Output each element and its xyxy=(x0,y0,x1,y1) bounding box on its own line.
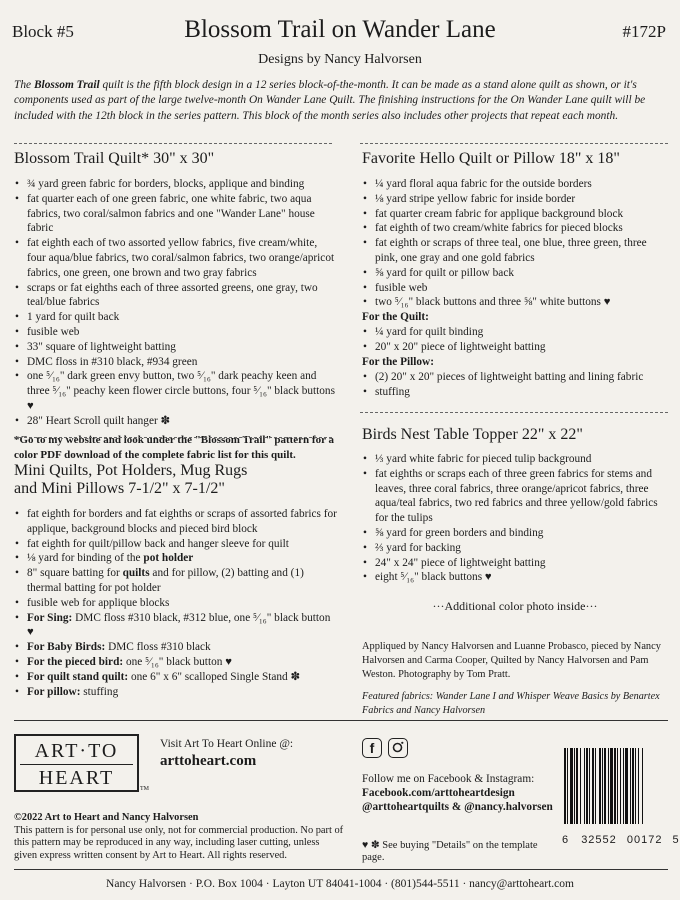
blossom-list xyxy=(14,177,336,429)
barcode-digits: 00172 xyxy=(626,834,663,846)
list-item: • ¼ yard for quilt binding xyxy=(362,325,668,340)
item-bold: For quilt stand quilt: xyxy=(27,670,129,683)
hello-title: Favorite Hello Quilt or Pillow 18" x 18" xyxy=(362,150,620,167)
list-item: • fat eighth of two cream/white fabrics for pieced blocks xyxy=(362,221,668,236)
list-item: • fusible web xyxy=(362,281,668,296)
logo-rule xyxy=(20,764,133,765)
list-item: • (2) 20" x 20" pieces of lightweight batting and lining fabric xyxy=(362,370,668,385)
list-item xyxy=(14,655,339,670)
item-text: one ⁵⁄₁₆" black button ♥ xyxy=(123,655,232,668)
blossom-section xyxy=(14,150,336,463)
barcode xyxy=(562,748,670,824)
list-item xyxy=(14,537,339,552)
hello-section xyxy=(362,150,668,399)
barcode-bar xyxy=(564,748,566,824)
item-bold: For pillow: xyxy=(27,685,81,698)
item-text: stuffing xyxy=(80,685,119,698)
item-text: DMC floss #310 black xyxy=(105,641,211,654)
barcode-digit: 6 xyxy=(562,834,570,846)
facebook-link[interactable]: Facebook.com/arttoheartdesign xyxy=(362,787,515,799)
pattern-number: #172P xyxy=(622,22,666,41)
copyright-text: This pattern is for personal use only, not for commercial production. No part of this pattern may be reproduced in any way, including laser cutting, unless given express written consent by Art to Heart. All rights reserved. xyxy=(14,824,344,861)
divider xyxy=(360,143,668,144)
list-item xyxy=(14,685,339,700)
barcode-bar xyxy=(602,748,603,824)
mini-title-line1: Mini Quilts, Pot Holders, Mug Rugs xyxy=(14,462,248,479)
birds-section xyxy=(362,426,668,585)
birds-title: Birds Nest Table Topper 22" x 22" xyxy=(362,426,583,443)
more-photo-note: ···Additional color photo inside··· xyxy=(432,599,598,613)
blossom-title: Blossom Trail Quilt* 30" x 30" xyxy=(14,150,215,167)
list-item: • 1 yard for quilt back xyxy=(14,310,336,325)
instagram-glyph xyxy=(389,739,407,757)
hello-quilt-list xyxy=(362,325,668,355)
item-pre: ⅛ yard for binding of the xyxy=(27,552,144,565)
list-item: • 24" x 24" piece of lightweight batting xyxy=(362,556,668,571)
barcode-bar xyxy=(574,748,575,824)
barcode-bar xyxy=(623,748,624,824)
item-text: and for pillow, (2) batting and (1) thermal batting for pot holder xyxy=(27,567,304,594)
list-item: • 28" Heart Scroll quilt hanger ✽ xyxy=(14,414,336,429)
instagram-link[interactable]: @arttoheartquilts & @nancy.halvorsen xyxy=(362,801,553,813)
divider xyxy=(360,412,668,413)
list-item: • 33" square of lightweight batting xyxy=(14,340,336,355)
list-item: • one ⁵⁄₁₆" dark green envy button, two ⁵⁄₁₆" dark peachy keen and three ⁵⁄₁₆" peachy keen flower circle buttons, four ⁵⁄₁₆" black buttons ♥ xyxy=(14,369,336,413)
intro-text: quilt is the fifth block design in a 12 series block-of-the-month. It can be made as a stand alone quilt as shown, or it's components used as part of the large twelve-month On Wander Lane Quilt. The finishing instructions for the On Wander Lane quilt will be included with the 12th block in the series pattern. This block of the month series also includes other projects that repeat each month. xyxy=(14,79,646,122)
birds-list xyxy=(362,452,668,585)
page-title: Blossom Trail on Wander Lane xyxy=(184,16,496,43)
intro-paragraph xyxy=(14,78,666,124)
mini-section xyxy=(14,462,339,699)
mini-list xyxy=(14,507,339,699)
copyright-line: ©2022 Art to Heart and Nancy Halvorsen xyxy=(14,812,199,823)
featured-fabrics: Featured fabrics: Wander Lane I and Whisper Weave Basics by Benartex Fabrics and Nancy Halvorsen xyxy=(362,691,660,716)
barcode-bar xyxy=(608,748,609,824)
barcode-bar xyxy=(584,748,585,824)
barcode-bar xyxy=(642,748,643,824)
barcode-number xyxy=(562,834,680,846)
divider xyxy=(14,720,668,721)
list-item: • ⅛ yard stripe yellow fabric for inside border xyxy=(362,192,668,207)
divider xyxy=(14,869,668,870)
barcode-digit: 5 xyxy=(672,834,680,846)
list-item: • 20" x 20" piece of lightweight batting xyxy=(362,340,668,355)
website-link[interactable]: arttoheart.com xyxy=(160,753,257,769)
list-item: • fat eighth each of two assorted yellow fabrics, five cream/white, four aqua/blue fabrics, two coral/salmon fabrics, two orange/apricot fabrics, one green, one brown and two gray fabrics xyxy=(14,236,336,280)
barcode-bar xyxy=(576,748,578,824)
barcode-bar xyxy=(632,748,634,824)
divider xyxy=(14,143,332,144)
list-item: • ¾ yard green fabric for borders, blocks, applique and binding xyxy=(14,177,336,192)
item-text: fat eighth for quilt/pillow back and hanger sleeve for quilt xyxy=(27,537,289,550)
intro-quilt-name: Blossom Trail xyxy=(33,79,100,91)
hello-quilt-heading: For the Quilt: xyxy=(362,311,429,324)
barcode-bar xyxy=(620,748,621,824)
credits: Appliqued by Nancy Halvorsen and Luanne Probasco, pieced by Nancy Halvorsen and Carma Cooper, Quilted by Nancy Halvorsen and Pam Weston. Photography by Tom Pratt. xyxy=(362,641,661,680)
list-item: • ⅔ yard for backing xyxy=(362,541,668,556)
list-item xyxy=(14,507,339,537)
hello-list xyxy=(362,177,668,310)
barcode-bar xyxy=(638,748,639,824)
list-item: • ⅓ yard white fabric for pieced tulip background xyxy=(362,452,668,467)
list-item xyxy=(14,640,339,655)
facebook-icon[interactable]: f xyxy=(362,738,382,758)
barcode-bar xyxy=(604,748,606,824)
list-item xyxy=(14,596,339,611)
item-bold: quilts xyxy=(122,567,150,580)
barcode-bar xyxy=(599,748,601,824)
list-item xyxy=(14,551,339,566)
footer-address: Nancy Halvorsen · P.O. Box 1004 · Layton UT 84041-1004 · (801)544-5511 · nancy@arttoheart.com xyxy=(106,878,574,890)
block-number: Block #5 xyxy=(12,22,74,41)
art-to-heart-logo xyxy=(14,734,139,792)
follow-label: Follow me on Facebook & Instagram: xyxy=(362,773,535,785)
list-item: • ¼ yard floral aqua fabric for the outside borders xyxy=(362,177,668,192)
barcode-bar xyxy=(617,748,618,824)
list-item: • fat eighth or scraps of three teal, one blue, three green, three pink, one gray and one gold fabrics xyxy=(362,236,668,266)
item-bold: pot holder xyxy=(143,552,194,565)
barcode-digits: 32552 xyxy=(581,834,617,846)
mini-title-line2: and Mini Pillows 7-1/2" x 7-1/2" xyxy=(14,480,225,497)
barcode-bar xyxy=(630,748,631,824)
barcode-bar xyxy=(614,748,616,824)
barcode-bar xyxy=(580,748,581,824)
barcode-bar xyxy=(625,748,628,824)
logo-line2: HEART xyxy=(38,767,115,789)
logo-line1: ART·TO xyxy=(34,740,119,762)
divider xyxy=(14,437,332,438)
instagram-icon[interactable] xyxy=(388,738,408,758)
item-bold: For Baby Birds: xyxy=(27,641,106,654)
designer-subtitle: Designs by Nancy Halvorsen xyxy=(258,52,422,67)
list-item: • two ⁵⁄₁₆" black buttons and three ⅝" white buttons ♥ xyxy=(362,295,668,310)
list-item: • fusible web xyxy=(14,325,336,340)
item-pre: 8" square batting for xyxy=(27,567,123,580)
trademark: TM xyxy=(140,786,149,792)
hello-pillow-list xyxy=(362,370,668,400)
follow-block xyxy=(362,772,553,814)
list-item: • ⅝ yard for green borders and binding xyxy=(362,526,668,541)
intro-pre: The xyxy=(14,79,34,91)
barcode-bar xyxy=(570,748,573,824)
item-text: fusible web for applique blocks xyxy=(27,596,170,609)
visit-label: Visit Art To Heart Online @: xyxy=(160,738,294,750)
blossom-note: *Go to my website and look under the "Blossom Trail" pattern for a color PDF download of the complete fabric list for this quilt. xyxy=(14,433,335,461)
list-item: • fat quarter each of one green fabric, one white fabric, two aqua fabrics, two coral/salmon fabrics and one "Wander Lane" house fabric xyxy=(14,192,336,236)
item-bold: For Sing: xyxy=(27,611,73,624)
barcode-bar xyxy=(595,748,596,824)
hello-pillow-heading: For the Pillow: xyxy=(362,355,434,368)
list-item: • scraps or fat eighths each of three assorted greens, one gray, two teal/blue fabrics xyxy=(14,281,336,311)
list-item: • fat quarter cream fabric for applique background block xyxy=(362,207,668,222)
list-item: • eight ⁵⁄₁₆" black buttons ♥ xyxy=(362,570,668,585)
list-item xyxy=(14,670,339,685)
barcode-bar xyxy=(567,748,568,824)
item-bold: For the pieced bird: xyxy=(27,655,124,668)
barcode-bar xyxy=(592,748,594,824)
barcode-bar xyxy=(610,748,613,824)
item-text: fat eighth for borders and fat eighths or scraps of assorted fabrics for applique, background blocks and pieced bird block xyxy=(27,508,337,535)
item-text: one 6" x 6" scalloped Single Stand ✽ xyxy=(128,670,300,683)
list-item xyxy=(14,566,339,596)
list-item: • fat eighths or scraps each of three green fabrics for stems and leaves, three coral fabrics, three orange/apricot fabrics, three aqua/teal fabrics, two red fabrics and three yellow/gold fabrics for the tulips xyxy=(362,467,668,526)
buying-note: ♥ ✽ See buying "Details" on the template page. xyxy=(362,840,538,863)
list-item: • DMC floss in #310 black, #934 green xyxy=(14,355,336,370)
copyright-block xyxy=(14,812,344,862)
item-text: DMC floss #310 black, #312 blue, one ⁵⁄₁₆" black button ♥ xyxy=(27,611,331,639)
list-item: • ⅝ yard for quilt or pillow back xyxy=(362,266,668,281)
list-item: • stuffing xyxy=(362,385,668,400)
barcode-bar xyxy=(635,748,636,824)
list-item xyxy=(14,611,339,641)
barcode-bar xyxy=(589,748,590,824)
barcode-bar xyxy=(586,748,588,824)
